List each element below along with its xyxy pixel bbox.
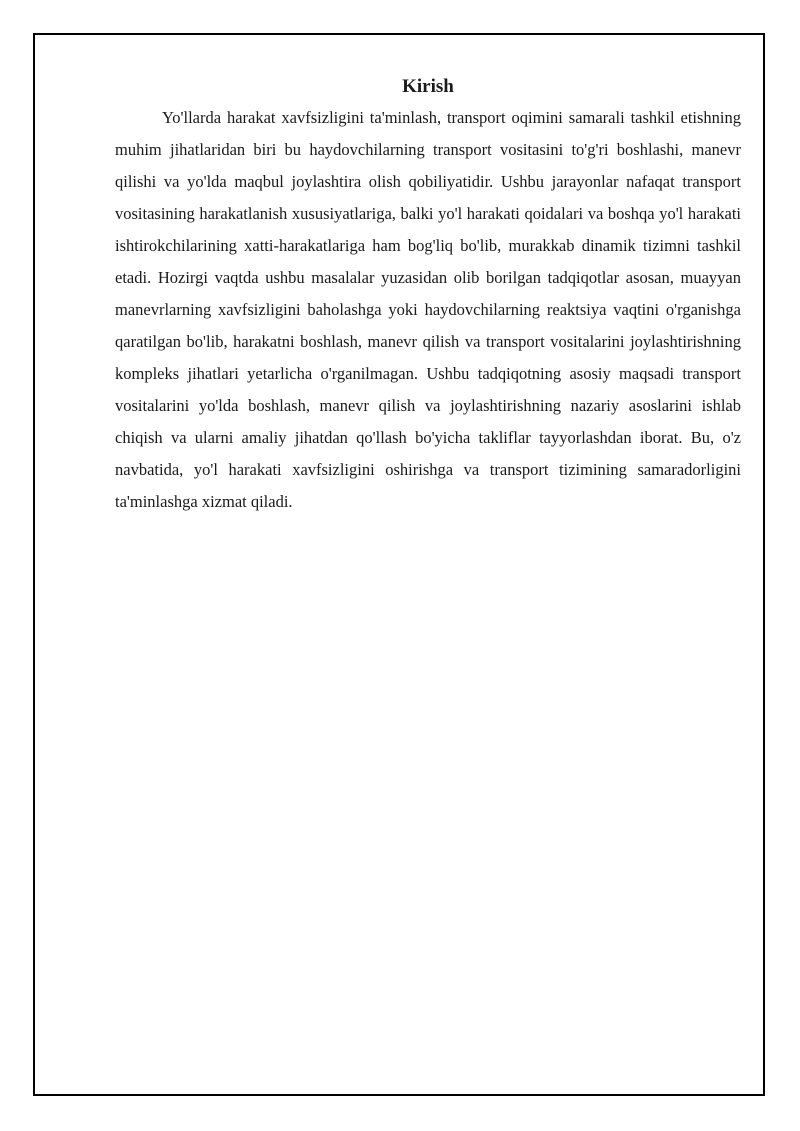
document-body: [115, 74, 741, 518]
document-title: Kirish: [402, 76, 454, 97]
body-paragraph: Yo'llarda harakat xavfsizligini ta'minlash, transport oqimini samarali tashkil etishning muhim jihatlaridan biri bu haydovchilarning transport vositasini to'g'ri boshlashi, manevr qilishi va yo'lda maqbul joylashtira olish qobiliyatidir. Ushbu jarayonlar nafaqat transport vositasining harakatlanish xususiyatlariga, balki yo'l harakati qoidalari va boshqa yo'l harakati ishtirokchilarining xatti-harakatlariga ham bog'liq bo'lib, murakkab dinamik tizimni tashkil etadi. Hozirgi vaqtda ushbu masalalar yuzasidan olib borilgan tadqiqotlar asosan, muayyan manevrlarning xavfsizligini baholashga yoki haydovchilarning reaktsiya vaqtini o'rganishga qaratilgan bo'lib, harakatni boshlash, manevr qilish va transport vositalarini joylashtirishning kompleks jihatlari yetarlicha o'rganilmagan. Ushbu tadqiqotning asosiy maqsadi transport vositalarini yo'lda boshlash, manevr qilish va joylashtirishning nazariy asoslarini ishlab chiqish va ularni amaliy jihatdan qo'llash bo'yicha takliflar tayyorlashdan iborat. Bu, o'z navbatida, yo'l harakati xavfsizligini oshirishga va transport tizimining samaradorligini ta'minlashga xizmat qiladi.: [115, 108, 741, 511]
